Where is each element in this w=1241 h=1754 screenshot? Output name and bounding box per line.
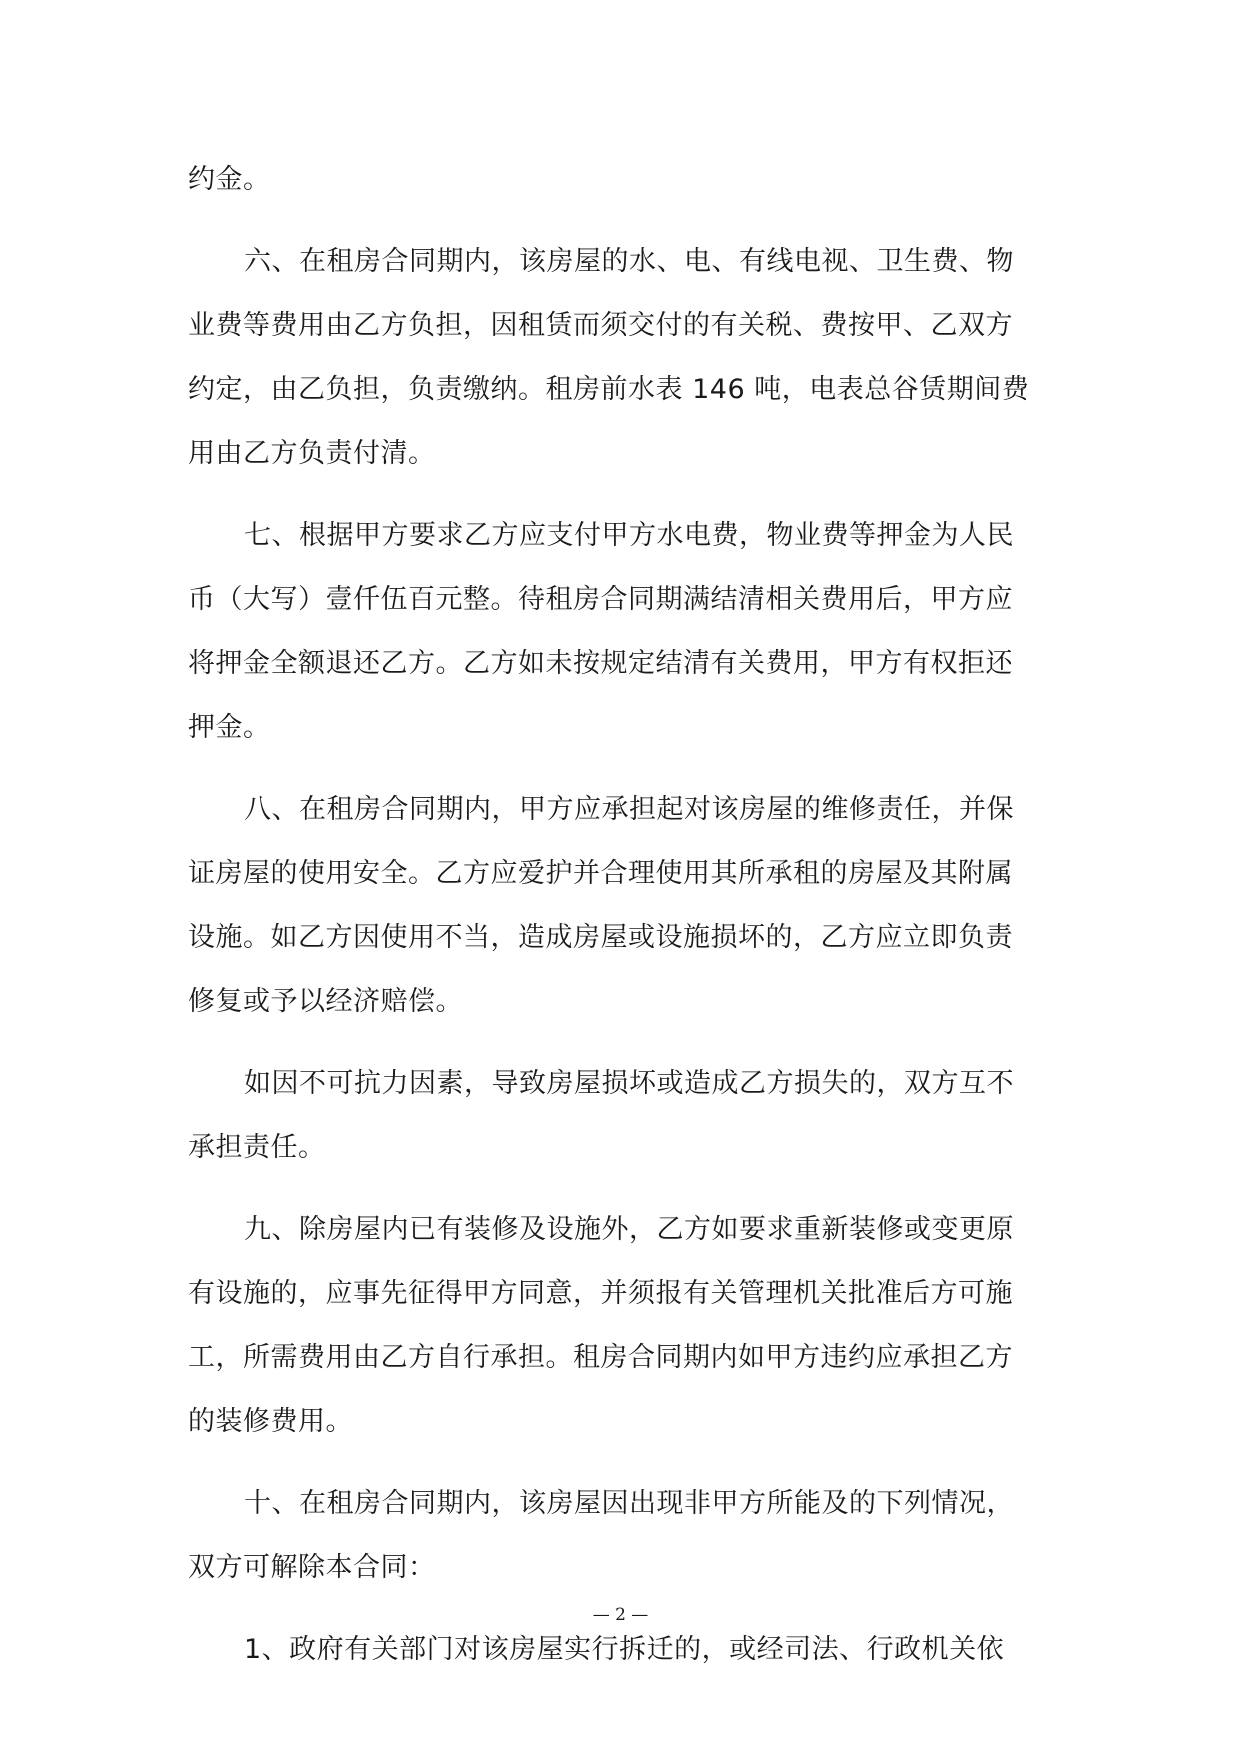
paragraph-7-line: 七、根据甲方要求乙方应支付甲方水电费，物业费等押金为人民 — [244, 520, 1014, 551]
paragraph-9-line: 工，所需费用由乙方自行承担。租房合同期内如甲方违约应承担乙方 — [188, 1342, 1013, 1373]
paragraph-8-line: 证房屋的使用安全。乙方应爱护并合理使用其所承租的房屋及其附属 — [188, 858, 1013, 889]
paragraph-8-line: 八、在租房合同期内，甲方应承担起对该房屋的维修责任，并保 — [244, 794, 1014, 825]
force-majeure-line: 如因不可抗力因素，导致房屋损坏或造成乙方损失的，双方互不 — [244, 1068, 1014, 1099]
paragraph-8-line: 设施。如乙方因使用不当，造成房屋或设施损坏的，乙方应立即负责 — [188, 922, 1013, 953]
paragraph-9-line: 九、除房屋内已有装修及设施外，乙方如要求重新装修或变更原 — [244, 1214, 1014, 1245]
text-line: 约金。 — [188, 164, 271, 195]
paragraph-6-line: 约定，由乙负担，负责缴纳。租房前水表 146 吨，电表总谷赁期间费 — [188, 374, 1030, 405]
clause-1-line: 1、政府有关部门对该房屋实行拆迁的，或经司法、行政机关依 — [244, 1634, 1005, 1665]
page-number: — 2 — — [592, 1605, 649, 1625]
paragraph-9-line: 有设施的，应事先征得甲方同意，并须报有关管理机关批准后方可施 — [188, 1278, 1013, 1309]
paragraph-9-line: 的装修费用。 — [188, 1406, 353, 1437]
paragraph-8-line: 修复或予以经济赔偿。 — [188, 986, 463, 1017]
paragraph-10-line: 十、在租房合同期内，该房屋因出现非甲方所能及的下列情况， — [244, 1488, 1014, 1519]
force-majeure-line: 承担责任。 — [188, 1132, 326, 1163]
paragraph-7-line: 将押金全额退还乙方。乙方如未按规定结清有关费用，甲方有权拒还 — [188, 648, 1013, 679]
paragraph-7-line: 币（大写）壹仟伍百元整。待租房合同期满结清相关费用后，甲方应 — [188, 584, 1013, 615]
paragraph-10-line: 双方可解除本合同： — [188, 1552, 436, 1583]
paragraph-6-line: 用由乙方负责付清。 — [188, 438, 436, 469]
paragraph-6-line: 六、在租房合同期内，该房屋的水、电、有线电视、卫生费、物 — [244, 246, 1014, 277]
paragraph-6-line: 业费等费用由乙方负担，因租赁而须交付的有关税、费按甲、乙双方 — [188, 310, 1013, 341]
document-body — [188, 148, 1058, 1682]
paragraph-7-line: 押金。 — [188, 712, 271, 743]
